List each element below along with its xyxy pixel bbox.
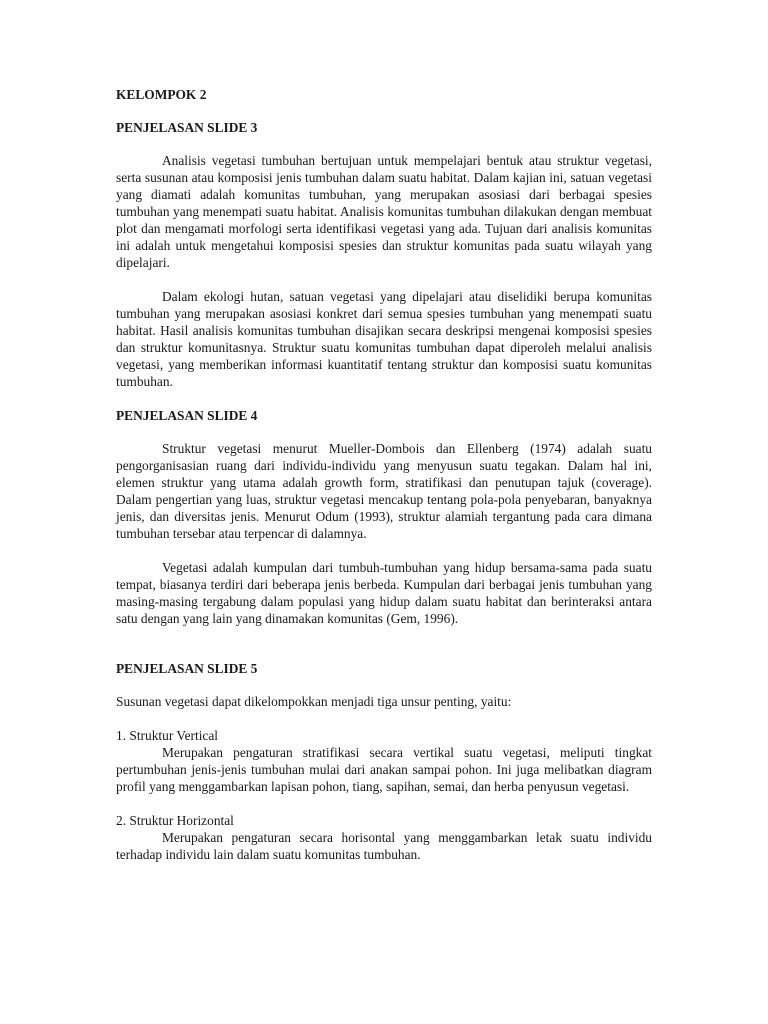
list-item-text-vertical: Merupakan pengaturan stratifikasi secara vertikal suatu vegetasi, meliputi tingkat pertumbuhan jenis-jenis tumbuhan mulai dari anakan sampai pohon. Ini juga melibatkan diagram profil yang menggambarkan lapisan pohon, tiang, sapihan, semai, dan herba penyusun vegetasi.: [116, 745, 652, 794]
list-item-title-horizontal: 2. Struktur Horizontal: [116, 813, 234, 828]
slide4-heading: PENJELASAN SLIDE 4: [116, 408, 258, 423]
document-page: [116, 86, 652, 863]
list-item-title-vertical: 1. Struktur Vertical: [116, 728, 219, 743]
slide3-paragraph-1: Analisis vegetasi tumbuhan bertujuan untuk mempelajari bentuk atau struktur vegetasi, serta susunan atau komposisi jenis tumbuhan dalam suatu habitat. Dalam kajian ini, satuan vegetasi yang diamati adalah komunitas tumbuhan, yang merupakan asosiasi dari berbagai spesies tumbuhan yang menempati suatu habitat. Analisis komunitas tumbuhan dilakukan dengan membuat plot dan mengamati morfologi serta identifikasi vegetasi yang ada. Tujuan dari analisis komunitas ini adalah untuk mengetahui komposisi spesies dan struktur komunitas pada suatu wilayah yang dipelajari.: [116, 153, 652, 270]
slide3-heading: PENJELASAN SLIDE 3: [116, 120, 258, 135]
slide4-paragraph-1: Struktur vegetasi menurut Mueller-Dombois dan Ellenberg (1974) adalah suatu pengorganisasian ruang dari individu-individu yang menyusun suatu tegakan. Dalam hal ini, elemen struktur yang utama adalah growth form, stratifikasi dan penutupan tajuk (coverage). Dalam pengertian yang luas, struktur vegetasi mencakup tentang pola-pola penyebaran, banyaknya jenis, dan diversitas jenis. Menurut Odum (1993), struktur alamiah tergantung pada cara dimana tumbuhan tersebar atau terpencar di dalamnya.: [116, 441, 652, 541]
slide4-paragraph-2: Vegetasi adalah kumpulan dari tumbuh-tumbuhan yang hidup bersama-sama pada suatu tempat, biasanya terdiri dari beberapa jenis berbeda. Kumpulan dari berbagai jenis tumbuhan yang masing-masing tergabung dalam populasi yang hidup dalam suatu habitat dan berinteraksi antara satu dengan yang lain yang dinamakan komunitas (Gem, 1996).: [116, 560, 652, 626]
slide3-paragraph-2: Dalam ekologi hutan, satuan vegetasi yang dipelajari atau diselidiki berupa komunitas tumbuhan yang merupakan asosiasi konkret dari semua spesies tumbuhan yang menempati suatu habitat. Hasil analisis komunitas tumbuhan disajikan secara deskripsi mengenai komposisi spesies dan struktur komunitasnya. Struktur suatu komunitas tumbuhan dapat diperoleh melalui analisis vegetasi, yang memberikan informasi kuantitatif tentang struktur dan komposisi suatu komunitas tumbuhan.: [116, 289, 652, 389]
group-title: KELOMPOK 2: [116, 87, 207, 102]
slide5-intro: Susunan vegetasi dapat dikelompokkan menjadi tiga unsur penting, yaitu:: [116, 694, 512, 709]
list-item-text-horizontal: Merupakan pengaturan secara horisontal yang menggambarkan letak suatu individu terhadap individu lain dalam suatu komunitas tumbuhan.: [116, 830, 652, 862]
slide5-heading: PENJELASAN SLIDE 5: [116, 661, 258, 676]
